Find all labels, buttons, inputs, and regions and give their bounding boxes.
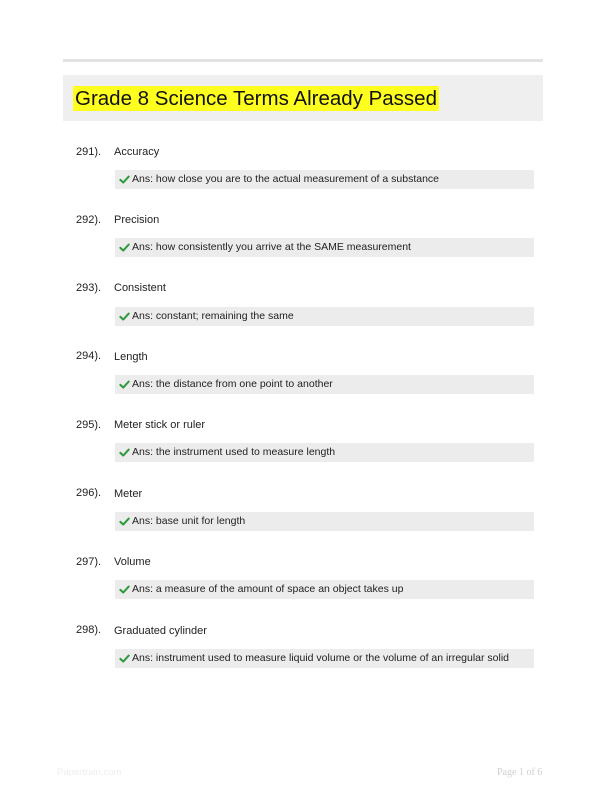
answer-text: Ans: instrument used to measure liquid volume or the volume of an irregular solid: [132, 652, 510, 664]
answer-text: Ans: constant; remaining the same: [132, 310, 294, 322]
question-term: Meter stick or ruler: [114, 419, 206, 431]
title-band: [63, 75, 543, 121]
question-number: 295).: [76, 419, 102, 431]
answer-row: [115, 580, 534, 599]
question-term: Precision: [114, 214, 160, 226]
check-icon: [119, 516, 130, 527]
question-term: Volume: [114, 556, 151, 568]
answer-row: [115, 649, 534, 668]
question-number: 296).: [76, 487, 102, 499]
page-number: Page 1 of 6: [497, 767, 543, 778]
question-term: Meter: [114, 488, 143, 500]
answer-text: Ans: a measure of the amount of space an object takes up: [132, 583, 404, 595]
answer-row: [115, 238, 534, 257]
question-number: 292).: [76, 214, 102, 226]
answer-text: Ans: how consistently you arrive at the SAME measurement: [132, 241, 411, 253]
answer-row: [115, 512, 534, 531]
question-term: Accuracy: [114, 146, 160, 158]
answer-row: [115, 170, 534, 189]
check-icon: [119, 653, 130, 664]
answer-row: [115, 375, 534, 394]
question-number: 293).: [76, 282, 102, 294]
question-number: 297).: [76, 556, 102, 568]
answer-text: Ans: the distance from one point to another: [132, 378, 333, 390]
page-title: Grade 8 Science Terms Already Passed: [75, 87, 437, 110]
answer-text: Ans: how close you are to the actual measurement of a substance: [132, 173, 440, 185]
check-icon: [119, 242, 130, 253]
answer-row: [115, 443, 534, 462]
question-number: 294).: [76, 350, 102, 362]
check-icon: [119, 379, 130, 390]
question-term: Graduated cylinder: [114, 625, 207, 637]
question-number: 291).: [76, 146, 102, 158]
answer-text: Ans: base unit for length: [132, 515, 246, 527]
question-term: Length: [114, 351, 148, 363]
question-number: 298).: [76, 624, 102, 636]
check-icon: [119, 447, 130, 458]
question-term: Consistent: [114, 282, 166, 294]
top-divider: [63, 59, 543, 62]
answer-text: Ans: the instrument used to measure length: [132, 446, 336, 458]
check-icon: [119, 584, 130, 595]
check-icon: [119, 174, 130, 185]
check-icon: [119, 311, 130, 322]
answer-row: [115, 307, 534, 326]
footer-watermark: Papertrain.com: [57, 767, 122, 778]
